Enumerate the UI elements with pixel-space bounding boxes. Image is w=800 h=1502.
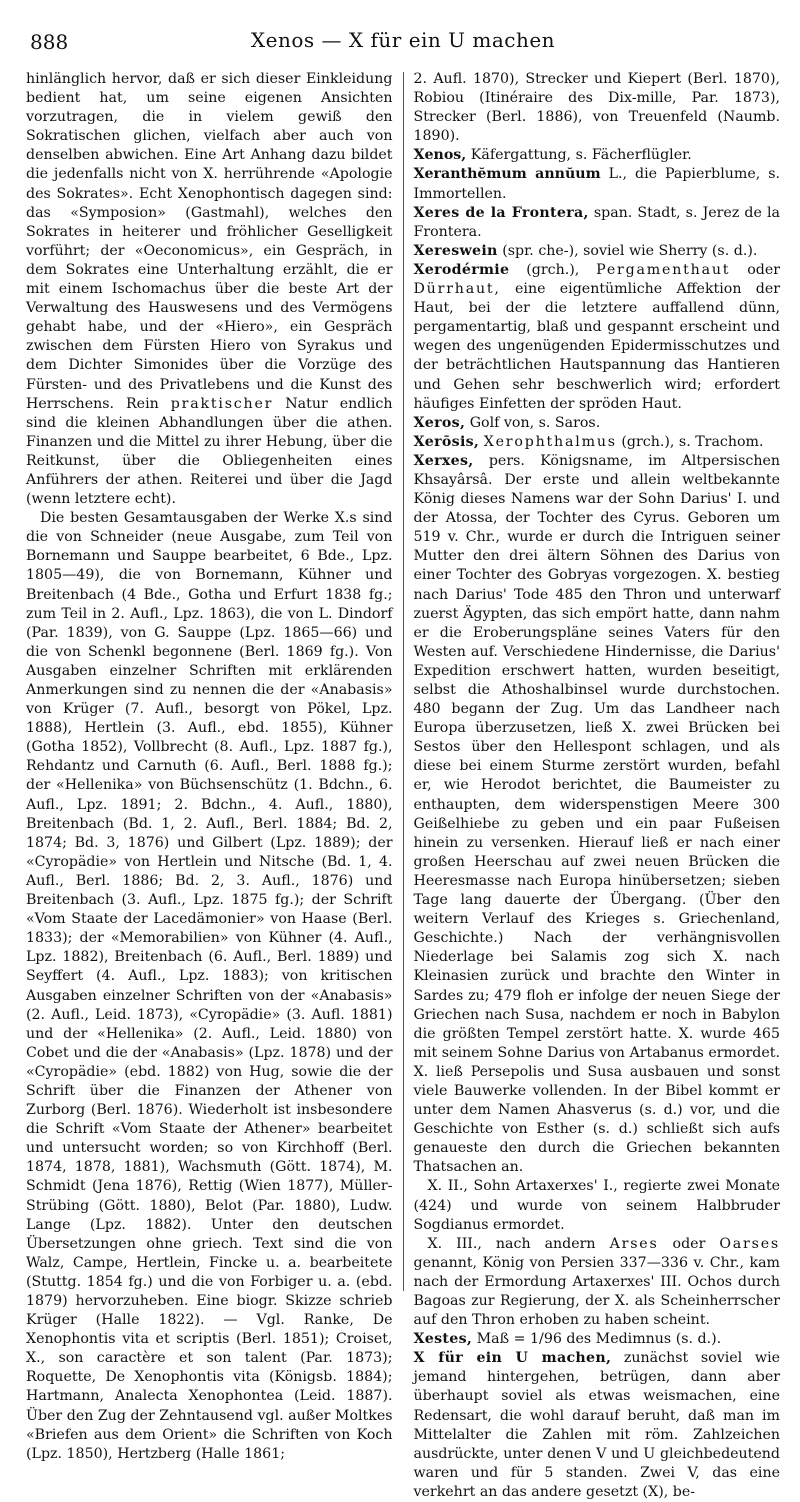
entry-xeres: Xeres de la Frontera, span. Stadt, s. Jerez de la Frontera. (413, 204, 780, 240)
entry-xerodermie: Xerodérmie (grch.), Pergamenthaut oder Dürrhaut, eine eigentümliche Affektion der Haut, bei der die letztere auffallend dünn, pergamentartig, blaß und gespannt erscheint und wegen des ungenügenden Epidermisschutzes und der beträchtlichen Hautspannung das Hantieren und Gehen sehr beschwerlich wird; erfordert häufiges Einfetten der spröden Haut. (413, 261, 781, 412)
page-header (26, 22, 780, 56)
lemma-xeros: Xeros, (413, 414, 466, 431)
lemma-xenos: Xenos, (413, 147, 467, 164)
running-head: Xenos — X für ein U machen (250, 28, 556, 52)
entry-xerxes-ii: X. II., Sohn Artaxerxes' I., regierte zwei Monate (424) und wurde von seinem Halbbruder Sogdianus ermordet. (413, 1178, 780, 1233)
lemma-xerosis: Xerōsis, (413, 433, 480, 450)
lemma-xerxes: Xerxes, (413, 452, 474, 469)
entry-xereswein: Xereswein (spr. che-), soviel wie Sherry (s. d.). (413, 242, 758, 259)
entry-xenos: Xenos, Käfergattung, s. Fächerflügler. (413, 147, 692, 164)
entry-x-fuer-ein-u: X für ein U machen, zunächst soviel wie jemand hintergehen, betrügen, dann aber überhaupt soviel als etwas weismachen, eine Redensart, die wohl darauf beruht, daß man im Mittelalter die Zahlen mit röm. Zahlzeichen ausdrückte, unter denen V und U gleichbedeutend waren und für 5 standen. Zwei V, das eine verkehrt an das andere gesetzt (X), be- (413, 1350, 780, 1500)
entry-xerosis: Xerōsis, Xerophthalmus (grch.), s. Trachom. (413, 433, 764, 450)
continuation-paragraph: 2. Aufl. 1870), Strecker und Kiepert (Berl. 1870), Robiou (Itinéraire des Dix-mille, Par. 1873), Strecker (Berl. 1886), von Treuenfeld (Naumb. 1890). (413, 71, 780, 145)
entry-xerxes-iii: X. III., nach andern Arses oder Oarses genannt, König von Persien 337—336 v. Chr., kam nach der Ermordung Artaxerxes' III. Ochos durch Bagoas zur Regierung, der X. als Scheinherrscher auf den Thron erhoben zu haben scheint. (413, 1235, 780, 1329)
lemma-x-fuer-ein-u: X für ein U machen, (413, 1350, 612, 1367)
entry-xeros: Xeros, Golf von, s. Saros. (413, 414, 601, 431)
xenophon-works-paragraph: hinlänglich hervor, daß er sich dieser Einkleidung bedient hat, um seine eigenen Ansichten vorzutragen, die in vielem gewiß den Sokratischen glichen, vielfach aber auch von denselben abwichen. Eine Art Anhang dazu bildet die jedenfalls nicht von X. herrührende «Apologie des Sokrates». Echt Xenophontisch dagegen sind: das «Symposion» (Gastmahl), welches den Sokrates in heiterer und fröhlicher Geselligkeit vorführt; der «Oeconomicus», ein Gespräch, in dem Sokrates eine Unterhaltung erzählt, die er mit einem Ischomachus über die beste Art der Verwaltung des Hauswesens und des Vermögens gehabt habe, und der «Hiero», ein Gespräch zwischen dem Fürsten Hiero von Syrakus und dem Dichter Simonides über die Vorzüge des Fürsten- und des Privatlebens und die Kunst des Herrschens. Rein praktischer Natur endlich sind die kleinen Abhandlungen über die athen. Finanzen und die Mittel zu ihrer Hebung, über die Reitkunst, über die Obliegenheiten eines Anführers der athen. Reiterei und über die Jagd (wenn letztere echt). (26, 71, 393, 508)
lemma-xeres: Xeres de la Frontera, (413, 204, 589, 221)
xenophon-editions-paragraph: Die besten Gesamtausgaben der Werke X.s sind die von Schneider (neue Ausgabe, zum Teil von Bornemann und Sauppe bearbeitet, 6 Bde., Lpz. 1805—49), die von Bornemann, Kühner und Breitenbach (4 Bde., Gotha und Erfurt 1838 fg.; zum Teil in 2. Aufl., Lpz. 1863), die von L. Dindorf (Par. 1839), von G. Sauppe (Lpz. 1865—66) und die von Schenkl begonnene (Berl. 1869 fg.). Von Ausgaben einzelner Schriften mit erklärenden Anmerkungen sind zu nennen die der «Anabasis» von Krüger (7. Aufl., besorgt von Pökel, Lpz. 1888), Hertlein (3. Aufl., ebd. 1855), Kühner (Gotha 1852), Vollbrecht (8. Aufl., Lpz. 1887 fg.), Rehdantz und Carnuth (6. Aufl., Berl. 1888 fg.); der «Hellenika» von Büchsenschütz (1. Bdchn., 6. Aufl., Lpz. 1891; 2. Bdchn., 4. Aufl., 1880), Breitenbach (Bd. 1, 2. Aufl., Berl. 1884; Bd. 2, 1874; Bd. 3, 1876) und Gilbert (Lpz. 1889); der «Cyropädie» von Hertlein und Nitsche (Bd. 1, 4. Aufl., Berl. 1886; Bd. 2, 3. Aufl., 1876) und Breitenbach (3. Aufl., Lpz. 1875 fg.); der Schrift «Vom Staate der Lacedämonier» von Haase (Berl. 1833); der «Memorabilien» von Kühner (4. Aufl., Lpz. 1882), Breitenbach (6. Aufl., Berl. 1889) und Seyffert (4. Aufl., Lpz. 1883); von kritischen Ausgaben einzelner Schriften von der «Anabasis» (2. Aufl., Leid. 1873), «Cyropädie» (3. Aufl. 1881) und der «Hellenika» (2. Aufl., Leid. 1880) von Cobet und die der «Anabasis» (Lpz. 1878) und der «Cyropädie» (ebd. 1882) von Hug, sowie die der Schrift über die Finanzen der Athener von Zurborg (Berl. 1876). Wiederholt ist insbesondere die Schrift «Vom Staate der Athener» bearbeitet und untersucht worden; so von Kirchhoff (Berl. 1874, 1878, 1881), Wachsmuth (Gött. 1874), M. Schmidt (Jena 1876), Rettig (Wien 1877), Müller-Strübing (Gött. 1880), Belot (Par. 1880), Ludw. Lange (Lpz. 1882). Unter den deutschen Übersetzungen ohne griech. Text sind die von Walz, Campe, Hertlein, Fincke u. a. bearbeitete (Stuttg. 1854 fg.) und die von Forbiger u. a. (ebd. 1879) hervorzuheben. Eine biogr. Skizze schrieb Krüger (Halle 1822). — Vgl. Ranke, De Xenophontis vita et scriptis (Berl. 1851); Croiset, X., son caractère et son talent (Par. 1873); Roquette, De Xenophontis vita (Königsb. 1884); Hartmann, Analecta Xenophontea (Leid. 1887). Über den Zug der Zehntausend vgl. außer Moltkes «Briefen aus dem Orient» die Schriften von Koch (Lpz. 1850), Hertzberg (Halle 1861; (26, 510, 393, 1462)
lemma-xerodermie: Xerodérmie (413, 261, 510, 278)
entry-xerxes: Xerxes, pers. Königsname, im Altpersischen Khsayârsâ. Der erste und allein weltbekannte König dieses Namens war der Sohn Darius' I. und der Atossa, der Tochter des Cyrus. Geboren um 519 v. Chr., wurde er durch die Intriguen seiner Mutter den drei ältern Söhnen des Darius von einer Tochter des Gobryas vorgezogen. X. bestieg nach Darius' Tode 485 den Thron und unterwarf zuerst Ägypten, das sich empört hatte, dann nahm er die Eroberungspläne seines Vaters für den Westen auf. Verschiedene Hindernisse, die Darius' Expedition erschwert hatten, wurden beseitigt, selbst die Athoshalbinsel wurde durchstochen. 480 begann der Zug. Um das Landheer nach Europa überzusetzen, ließ X. zwei Brücken bei Sestos über den Hellespont schlagen, und als diese bei einem Sturme zerstört wurden, befahl er, wie Herodot berichtet, die Baumeister zu enthaupten, dem widerspenstigen Meere 300 Geißelhiebe zu geben und ein paar Fußeisen hinein zu versenken. Hierauf ließ er nach einer großen Heerschau auf zwei neuen Brücken die Heeresmasse nach Europa hinübersetzen; sieben Tage lang dauerte der Übergang. (Über den weitern Verlauf des Krieges s. Griechenland, Geschichte.) Nach der verhängnisvollen Niederlage bei Salamis zog sich X. nach Kleinasien zurück und brachte den Winter in Sardes zu; 479 floh er infolge der neuen Siege der Griechen nach Susa, nachdem er noch in Babylon die größten Tempel zerstört hatte. X. wurde 465 mit seinem Sohne Darius von Artabanus ermordet. X. ließ Persepolis und Susa ausbauen und sonst viele Bauwerke vollenden. In der Bibel kommt er unter dem Namen Ahasverus (s. d.) vor, und die Geschichte von Esther (s. d.) schließt sich aufs genaueste den durch die Griechen bekannten Thatsachen an. (413, 452, 780, 1176)
lemma-xestes: Xestes, (413, 1331, 473, 1348)
left-column (26, 70, 403, 1462)
entry-xeranthemum: Xeranthĕmum annŭum L., die Papierblume, s. Immortellen. (413, 166, 780, 202)
lemma-xereswein: Xereswein (413, 242, 498, 259)
entry-xestes: Xestes, Maß = 1/96 des Medimnus (s. d.). (413, 1331, 722, 1348)
lemma-xeranthemum: Xeranthĕmum annŭum (413, 166, 601, 183)
right-column (404, 70, 781, 1500)
text-columns (26, 70, 781, 1500)
page-number: 888 (30, 30, 69, 54)
